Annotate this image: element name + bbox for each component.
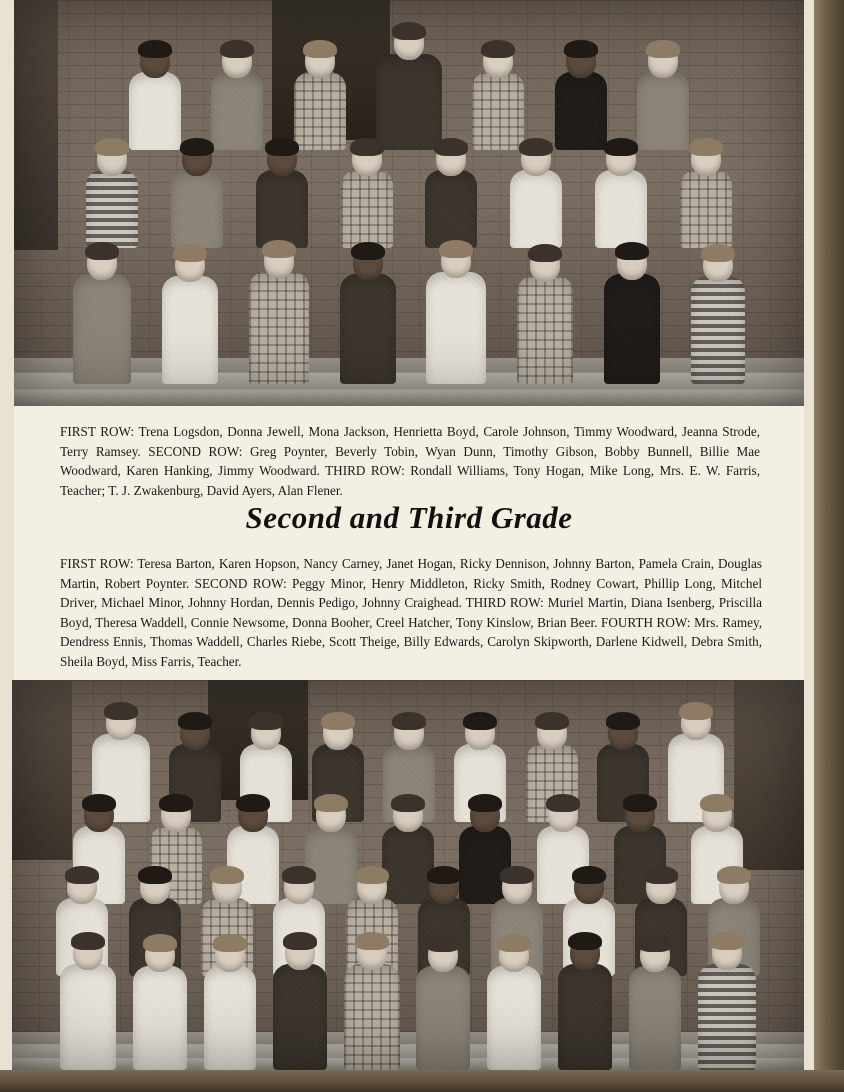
student-figure (487, 938, 541, 1070)
student-figure (249, 244, 309, 384)
student-figure (340, 246, 396, 384)
student-figure (629, 938, 681, 1070)
page-edge-bottom (0, 1070, 844, 1092)
student-figure (162, 248, 218, 384)
student-figure (60, 936, 116, 1070)
student-figure (604, 246, 660, 384)
student-figure (416, 938, 470, 1070)
page-title: Second and Third Grade (245, 500, 573, 535)
second-and-third-grade-class-photo (12, 680, 804, 1072)
student-figure (73, 246, 131, 384)
student-figure (133, 938, 187, 1070)
photo-row-first (12, 930, 804, 1070)
first-grade-caption: FIRST ROW: Trena Logsdon, Donna Jewell, Mona Jackson, Henrietta Boyd, Carole Johnson, Timmy Woodward, Jeanna Strode, Terry Ramsey. SECOND ROW: Greg Poynter, Beverly Tobin, Wyan Dunn, Timothy Gibson, Bobby Bunnell, Billie Mae Woodward, Karen Hanking, Jimmy Woodward. THIRD ROW: Rondall Williams, Tony Hogan, Mike Long, Mrs. E. W. Farris, Teacher; T. J. Zwakenburg, David Ayers, Alan Flener. (60, 424, 760, 498)
student-figure (204, 938, 256, 1070)
photo-row-first (14, 224, 804, 384)
student-figure (517, 248, 573, 384)
second-and-third-grade-caption: FIRST ROW: Teresa Barton, Karen Hopson, Nancy Carney, Janet Hogan, Ricky Dennison, Johnny Barton, Pamela Crain, Douglas Martin, Robert Poynter. SECOND ROW: Peggy Minor, Henry Middleton, Ricky Smith, Rodney Cowart, Phillip Long, Mitchel Driver, Michael Minor, Johnny Hordan, Dennis Pedigo, Johnny Craighead. THIRD ROW: Muriel Martin, Diana Isenberg, Priscilla Boyd, Theresa Waddell, Connie Newsome, Donna Booher, Creel Hatcher, Tony Kinslow, Brian Beer. FOURTH ROW: Mrs. Ramey, Dendress Ennis, Thomas Waddell, Charles Riebe, Scott Theige, Billy Edwards, Carolyn Skipworth, Darlene Kidwell, Debra Smith, Sheila Boyd, Miss Farris, Teacher. (60, 556, 762, 669)
student-figure (691, 248, 745, 384)
student-figure (273, 936, 327, 1070)
caption-area (14, 406, 804, 680)
student-figure (698, 936, 756, 1070)
student-figure (558, 936, 612, 1070)
student-figure (426, 244, 486, 384)
first-grade-class-photo (14, 0, 804, 406)
page-edge-right (814, 0, 844, 1092)
student-figure (344, 936, 400, 1070)
